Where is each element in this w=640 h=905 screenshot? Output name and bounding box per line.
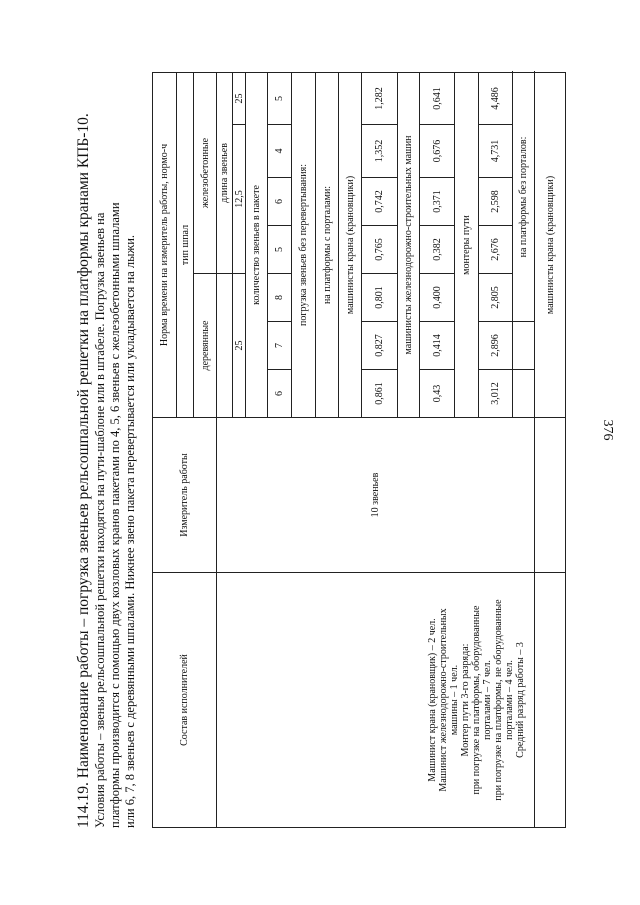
- blank-cell: [513, 322, 535, 370]
- section-no-flip: погрузка звеньев без перевертывания:: [292, 72, 316, 417]
- staff-line: Монтер пути 3-го разряда:: [460, 643, 471, 757]
- value-cell: 4,731: [479, 125, 513, 178]
- value-cell: 0,861: [362, 370, 398, 418]
- value-cell: 0,742: [362, 178, 398, 226]
- header-links-in-pack: количество звеньев в пакете: [246, 72, 268, 417]
- rotated-page-content: [75, 68, 595, 828]
- section-with-portals: на платформы с порталами:: [316, 72, 339, 417]
- count-cell: 5: [268, 226, 292, 274]
- header-norm: Норма времени на измеритель работы, нормо-ч: [153, 72, 177, 417]
- staff-line: Машинист крана (крановщик) – 2 чел.: [427, 618, 438, 782]
- count-cell: 6: [268, 370, 292, 418]
- value-cell: 2,598: [479, 178, 513, 226]
- value-cell: 0,765: [362, 226, 398, 274]
- value-cell: 0,371: [420, 178, 455, 226]
- staff-line: порталами – 4 чел.: [504, 660, 515, 740]
- unit-value: 10 звеньев: [217, 418, 535, 573]
- label-track-fitters: монтеры пути: [455, 72, 479, 417]
- time-norm-table: [152, 72, 566, 828]
- value-cell: 0,641: [420, 72, 455, 124]
- count-cell: 4: [268, 125, 292, 178]
- blank-cell: [513, 370, 535, 418]
- blank-cell: [217, 274, 233, 418]
- value-cell: 4,486: [479, 72, 513, 124]
- len-concrete-12-5: 12,5: [233, 125, 246, 274]
- value-cell: 2,805: [479, 274, 513, 322]
- value-cell: 0,43: [420, 370, 455, 418]
- header-link-length: длина звеньев: [217, 72, 233, 273]
- value-cell: 3,012: [479, 370, 513, 418]
- staff-composition: [217, 573, 535, 828]
- staff-line: при погрузке на платформы, оборудованные: [471, 605, 482, 795]
- value-cell: 0,382: [420, 226, 455, 274]
- staff-line: порталами – 7 чел.: [482, 660, 493, 740]
- conditions-line: или 6, 7, 8 звеньев с деревянными шпалами. Нижнее звено пакета перевертывается или укладывается на лыжи.: [123, 234, 137, 828]
- value-cell: 0,801: [362, 274, 398, 322]
- conditions-line: платформы производится с помощью двух козловых кранов пакетами по 4, 5, 6 звеньев с железобетонными шпалами: [108, 202, 122, 828]
- header-staff: Состав исполнителей: [153, 573, 217, 828]
- value-cell: 2,676: [479, 226, 513, 274]
- staff-line: при погрузке на платформы, не оборудованные: [493, 599, 504, 801]
- value-cell: 0,414: [420, 322, 455, 370]
- value-cell: 1,352: [362, 125, 398, 178]
- staff-line: Средний разряд работы – 3: [515, 642, 526, 758]
- count-cell: 5: [268, 72, 292, 124]
- section-without-portals: на платформы без порталов:: [513, 72, 535, 321]
- count-cell: 6: [268, 178, 292, 226]
- label-rail-machine-operators: машинисты железнодорожно-строительных машин: [398, 72, 420, 417]
- label-crane-operators: машинисты крана (крановщики): [339, 72, 362, 417]
- header-sleeper-type: тип шпал: [177, 72, 194, 417]
- value-cell: 0,827: [362, 322, 398, 370]
- header-unit: Измеритель работы: [153, 418, 217, 573]
- value-cell: 0,676: [420, 125, 455, 178]
- count-cell: 7: [268, 322, 292, 370]
- label-crane-operators-2: машинисты крана (крановщики): [535, 72, 566, 417]
- work-conditions: [93, 68, 138, 828]
- staff-line: Машинист железнодорожно-строительных: [438, 608, 449, 792]
- count-cell: 8: [268, 274, 292, 322]
- staff-line: машины – 1 чел.: [449, 664, 460, 736]
- blank-cell: [535, 418, 566, 573]
- conditions-line: Условия работы – звенья рельсошпальной решетки находятся на пути-шаблоне или в штабеле. Погрузка звеньев на: [93, 212, 107, 828]
- value-cell: 2,896: [479, 322, 513, 370]
- value-cell: 1,282: [362, 72, 398, 124]
- value-cell: 0,400: [420, 274, 455, 322]
- blank-cell: [535, 573, 566, 828]
- page-number: 376: [600, 419, 615, 441]
- len-concrete-25: 25: [233, 72, 246, 124]
- header-wooden: деревянные: [194, 274, 217, 418]
- len-wooden-25: 25: [233, 274, 246, 418]
- work-heading: 114.19. Наименование работы – погрузка звеньев рельсошпальной решетки на платформы кранами КПБ-10.: [75, 113, 92, 828]
- header-concrete: железобетонные: [194, 72, 217, 273]
